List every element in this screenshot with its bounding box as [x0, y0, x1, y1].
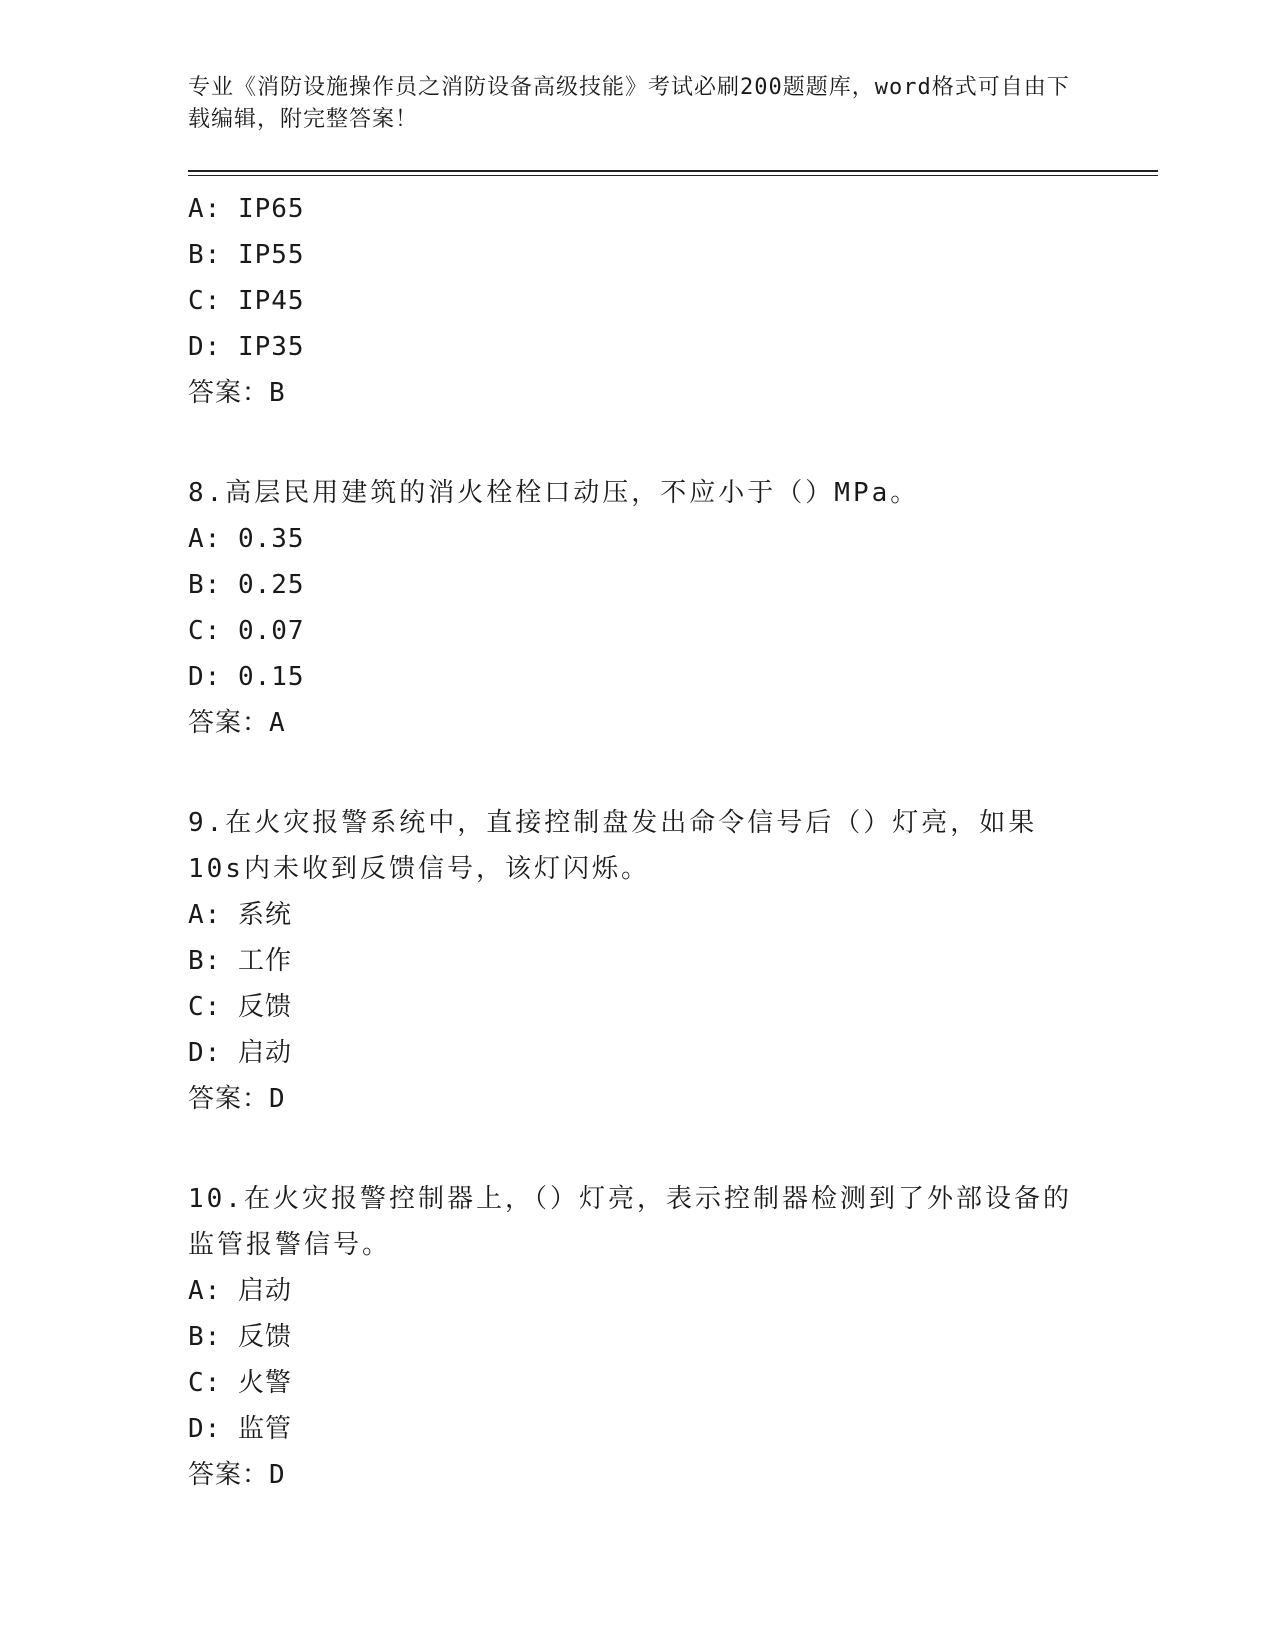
answer-line: 答案：D [188, 1084, 286, 1114]
document-page [188, 72, 1158, 1498]
option-c: C: IP45 [188, 286, 305, 316]
option-a: A: IP65 [188, 194, 305, 224]
option-b: B: 0.25 [188, 570, 305, 600]
option-a: A: 启动 [188, 1276, 292, 1306]
page-header: 专业《消防设施操作员之消防设备高级技能》考试必刷200题题库，word格式可自由下载编辑，附完整答案！ [188, 75, 1070, 132]
option-c: C: 火警 [188, 1368, 292, 1398]
option-a: A: 0.35 [188, 524, 305, 554]
option-c: C: 反馈 [188, 992, 292, 1022]
answer-line: 答案：D [188, 1460, 286, 1490]
question-text: 10.在火灾报警控制器上，（）灯亮，表示控制器检测到了外部设备的监管报警信号。 [188, 1184, 1072, 1260]
option-d: D: 启动 [188, 1038, 292, 1068]
question-block-10 [188, 1176, 1158, 1498]
question-block-8 [188, 470, 1158, 746]
option-d: D: 0.15 [188, 662, 305, 692]
option-b: B: 反馈 [188, 1322, 292, 1352]
question-text: 8.高层民用建筑的消火栓栓口动压，不应小于（）MPa。 [188, 478, 920, 508]
question-block-7 [188, 186, 1158, 416]
question-block-9 [188, 800, 1158, 1122]
header-divider [188, 170, 1158, 176]
question-text: 9.在火灾报警系统中，直接控制盘发出命令信号后（）灯亮，如果10s内未收到反馈信号，该灯闪烁。 [188, 808, 1038, 884]
option-a: A: 系统 [188, 900, 292, 930]
option-d: D: 监管 [188, 1414, 292, 1444]
option-d: D: IP35 [188, 332, 305, 362]
answer-line: 答案：A [188, 708, 286, 738]
option-c: C: 0.07 [188, 616, 305, 646]
option-b: B: IP55 [188, 240, 305, 270]
option-b: B: 工作 [188, 946, 292, 976]
answer-line: 答案：B [188, 378, 286, 408]
